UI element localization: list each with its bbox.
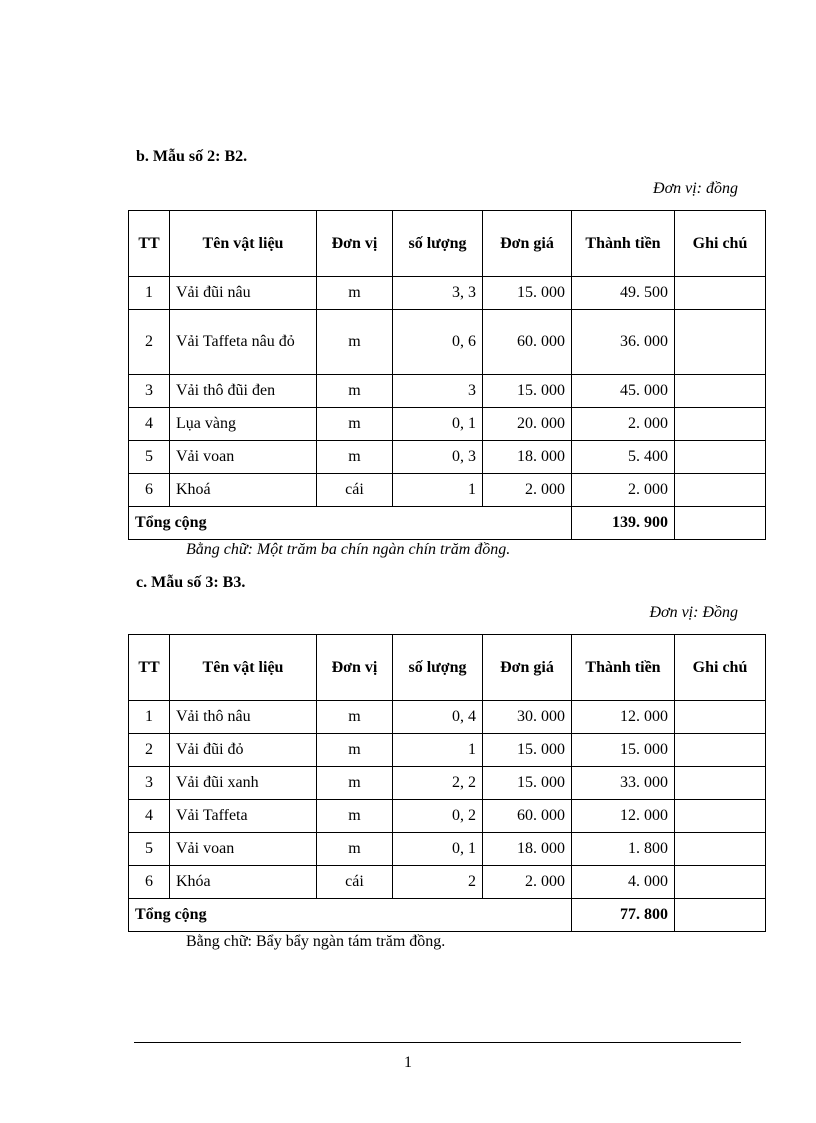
table-row: [129, 767, 766, 800]
cell-tt: 6: [129, 474, 170, 507]
cell-unit: m: [317, 767, 393, 800]
cell-unit: m: [317, 800, 393, 833]
cell-price: 18. 000: [483, 441, 572, 474]
section-b-heading: b. Mẫu số 2: B2.: [136, 148, 248, 165]
cell-qty: 1: [393, 474, 483, 507]
cell-price: 15. 000: [483, 277, 572, 310]
table-row: [129, 408, 766, 441]
cell-price: 2. 000: [483, 866, 572, 899]
cell-tt: 5: [129, 833, 170, 866]
section-c-in-words: Bằng chữ: Bẩy bẩy ngàn tám trăm đồng.: [186, 933, 446, 950]
cell-unit: m: [317, 408, 393, 441]
table-row: [129, 833, 766, 866]
cell-name: Vải voan: [170, 833, 317, 866]
cell-qty: 3: [393, 375, 483, 408]
col-amount: Thành tiền: [572, 211, 675, 277]
cell-unit: m: [317, 375, 393, 408]
col-qty: số lượng: [393, 635, 483, 701]
cell-qty: 3, 3: [393, 277, 483, 310]
cell-note: [675, 767, 766, 800]
total-note: [675, 507, 766, 540]
cell-note: [675, 277, 766, 310]
cell-name: Khoá: [170, 474, 317, 507]
cell-qty: 0, 6: [393, 310, 483, 375]
cell-amount: 2. 000: [572, 474, 675, 507]
cell-amount: 2. 000: [572, 408, 675, 441]
section-c-heading: c. Mẫu số 3: B3.: [136, 574, 246, 591]
cell-qty: 0, 1: [393, 408, 483, 441]
cell-amount: 4. 000: [572, 866, 675, 899]
total-amount: 77. 800: [572, 899, 675, 932]
cell-name: Khóa: [170, 866, 317, 899]
col-tt: TT: [129, 211, 170, 277]
table-row: [129, 277, 766, 310]
table-row: [129, 866, 766, 899]
cell-amount: 1. 800: [572, 833, 675, 866]
cell-name: Vải đũi nâu: [170, 277, 317, 310]
cell-price: 2. 000: [483, 474, 572, 507]
cell-price: 15. 000: [483, 375, 572, 408]
cell-qty: 0, 4: [393, 701, 483, 734]
cell-name: Vải Taffeta: [170, 800, 317, 833]
table-row: [129, 441, 766, 474]
table-row: [129, 474, 766, 507]
footer-divider: [134, 1042, 741, 1043]
table-row: [129, 701, 766, 734]
cell-tt: 3: [129, 375, 170, 408]
cell-amount: 33. 000: [572, 767, 675, 800]
cell-amount: 15. 000: [572, 734, 675, 767]
cell-tt: 1: [129, 701, 170, 734]
cell-tt: 2: [129, 310, 170, 375]
cell-unit: m: [317, 734, 393, 767]
cell-name: Lụa vàng: [170, 408, 317, 441]
table-header-row: [129, 635, 766, 701]
section-b-in-words: Bằng chữ: Một trăm ba chín ngàn chín trăm đồng.: [186, 541, 511, 558]
total-amount: 139. 900: [572, 507, 675, 540]
table-row: [129, 310, 766, 375]
page-number: 1: [404, 1054, 412, 1071]
section-c-unit: Đơn vị: Đồng: [649, 604, 738, 621]
cell-unit: m: [317, 833, 393, 866]
cell-price: 30. 000: [483, 701, 572, 734]
cell-note: [675, 734, 766, 767]
cell-price: 20. 000: [483, 408, 572, 441]
cell-unit: m: [317, 441, 393, 474]
cell-tt: 1: [129, 277, 170, 310]
col-price: Đơn giá: [483, 635, 572, 701]
table-row: [129, 734, 766, 767]
cell-price: 15. 000: [483, 767, 572, 800]
cell-tt: 2: [129, 734, 170, 767]
table-b3: [128, 634, 766, 932]
cell-tt: 4: [129, 800, 170, 833]
col-qty: số lượng: [393, 211, 483, 277]
table-row: [129, 375, 766, 408]
cell-unit: m: [317, 277, 393, 310]
cell-price: 15. 000: [483, 734, 572, 767]
cell-tt: 6: [129, 866, 170, 899]
cell-price: 18. 000: [483, 833, 572, 866]
col-unit: Đơn vị: [317, 211, 393, 277]
cell-note: [675, 800, 766, 833]
cell-qty: 0, 1: [393, 833, 483, 866]
section-b-unit: Đơn vị: đồng: [653, 180, 738, 197]
col-unit: Đơn vị: [317, 635, 393, 701]
cell-amount: 12. 000: [572, 800, 675, 833]
cell-qty: 1: [393, 734, 483, 767]
total-label: Tổng cộng: [129, 899, 572, 932]
cell-note: [675, 474, 766, 507]
cell-amount: 45. 000: [572, 375, 675, 408]
cell-price: 60. 000: [483, 800, 572, 833]
table-row: [129, 800, 766, 833]
table-total-row: [129, 507, 766, 540]
table-b2: [128, 210, 766, 540]
col-tt: TT: [129, 635, 170, 701]
cell-unit: m: [317, 310, 393, 375]
total-label: Tổng cộng: [129, 507, 572, 540]
cell-note: [675, 833, 766, 866]
cell-amount: 36. 000: [572, 310, 675, 375]
col-note: Ghi chú: [675, 635, 766, 701]
total-note: [675, 899, 766, 932]
col-amount: Thành tiền: [572, 635, 675, 701]
cell-qty: 0, 3: [393, 441, 483, 474]
cell-qty: 2, 2: [393, 767, 483, 800]
col-name: Tên vật liệu: [170, 635, 317, 701]
cell-unit: cái: [317, 866, 393, 899]
cell-unit: m: [317, 701, 393, 734]
col-note: Ghi chú: [675, 211, 766, 277]
cell-qty: 2: [393, 866, 483, 899]
cell-amount: 5. 400: [572, 441, 675, 474]
cell-unit: cái: [317, 474, 393, 507]
cell-note: [675, 310, 766, 375]
cell-amount: 12. 000: [572, 701, 675, 734]
cell-note: [675, 701, 766, 734]
cell-note: [675, 441, 766, 474]
cell-note: [675, 866, 766, 899]
col-name: Tên vật liệu: [170, 211, 317, 277]
cell-tt: 5: [129, 441, 170, 474]
cell-note: [675, 408, 766, 441]
cell-tt: 4: [129, 408, 170, 441]
cell-name: Vải thô nâu: [170, 701, 317, 734]
cell-qty: 0, 2: [393, 800, 483, 833]
cell-amount: 49. 500: [572, 277, 675, 310]
cell-name: Vải đũi xanh: [170, 767, 317, 800]
col-price: Đơn giá: [483, 211, 572, 277]
table-total-row: [129, 899, 766, 932]
cell-tt: 3: [129, 767, 170, 800]
cell-name: Vải Taffeta nâu đỏ: [170, 310, 317, 375]
table-header-row: [129, 211, 766, 277]
cell-name: Vải voan: [170, 441, 317, 474]
cell-note: [675, 375, 766, 408]
cell-price: 60. 000: [483, 310, 572, 375]
cell-name: Vải thô đũi đen: [170, 375, 317, 408]
cell-name: Vải đũi đỏ: [170, 734, 317, 767]
